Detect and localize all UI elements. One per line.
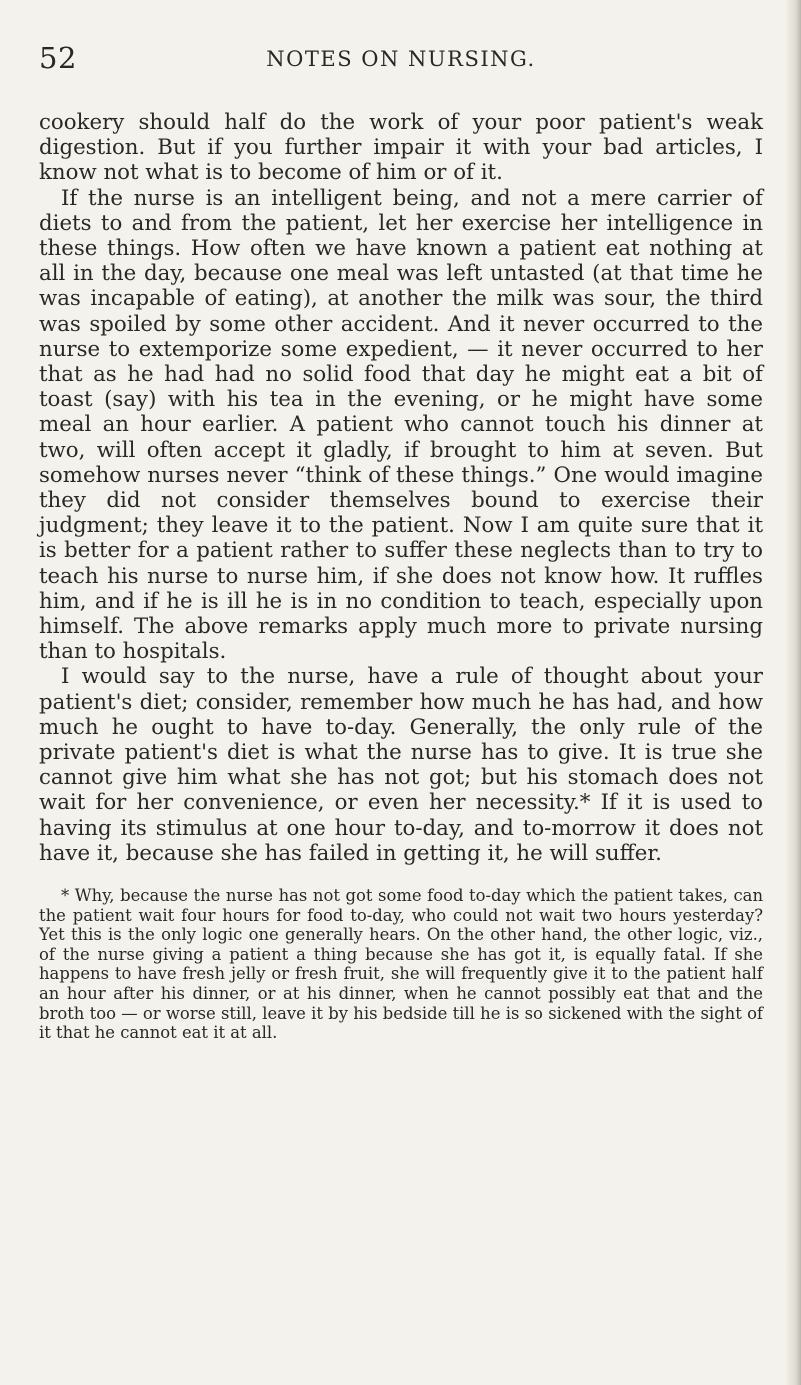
footnote-text: * Why, because the nurse has not got some food to-day which the patient takes, can the patient wait four hours for food to-day, who could not wait two hours yesterday? Yet this is the only logic one generally hears. On the other hand, the other logic, viz., of the nurse giving a patient a thing because she has got it, is equally fatal. If she happens to have fresh jelly or fresh fruit, she will frequently give it to the patient half an hour after his dinner, or at his dinner, when he cannot possibly eat that and the broth too — or worse still, leave it by his bedside till he is so sickened with the sight of it that he cannot eat it at all. — [39, 886, 763, 1043]
paragraph-intelligent-nurse: If the nurse is an intelligent being, and not a mere carrier of diets to and from the patient, let her exercise her intelligence in these things. How often we have known a patient eat nothing at all in the day, because one meal was left untasted (at that time he was incapable of eating), at another the milk was sour, the third was spoiled by some other accident. And it never occurred to the nurse to extemporize some expedient, — it never occurred to her that as he had had no solid food that day he might eat a bit of toast (say) with his tea in the evening, or he might have some meal an hour earlier. A patient who cannot touch his dinner at two, will often accept it gladly, if brought to him at seven. But somehow nurses never “think of these things.” One would imagine they did not consider themselves bound to exercise their judgment; they leave it to the patient. Now I am quite sure that it is better for a patient rather to suffer these neglects than to try to teach his nurse to nurse him, if she does not know how. It ruffles him, and if he is ill he is in no condition to teach, especially upon himself. The above remarks apply much more to private nursing than to hospitals. — [39, 185, 763, 665]
paragraph-rule-of-thought: I would say to the nurse, have a rule of thought about your patient's diet; consider, remember how much he has had, and how much he ought to have to-day. Generally, the only rule of the private patient's diet is what the nurse has to give. It is true she cannot give him what she has not got; but his stomach does not wait for her convenience, or even her necessity.* If it is used to having its stimulus at one hour to-day, and to-morrow it does not have it, because she has failed in getting it, he will suffer. — [39, 664, 763, 866]
body-text — [39, 110, 763, 866]
page-edge-shadow — [785, 0, 801, 1385]
running-head — [39, 40, 763, 84]
page-number: 52 — [39, 41, 77, 75]
paragraph-continued: cookery should half do the work of your poor patient's weak digestion. But if you further impair it with your bad articles, I know not what is to become of him or of it. — [39, 110, 763, 186]
running-title: NOTES ON NURSING. — [266, 47, 536, 71]
book-page — [39, 40, 763, 1043]
footnote — [39, 886, 763, 1043]
